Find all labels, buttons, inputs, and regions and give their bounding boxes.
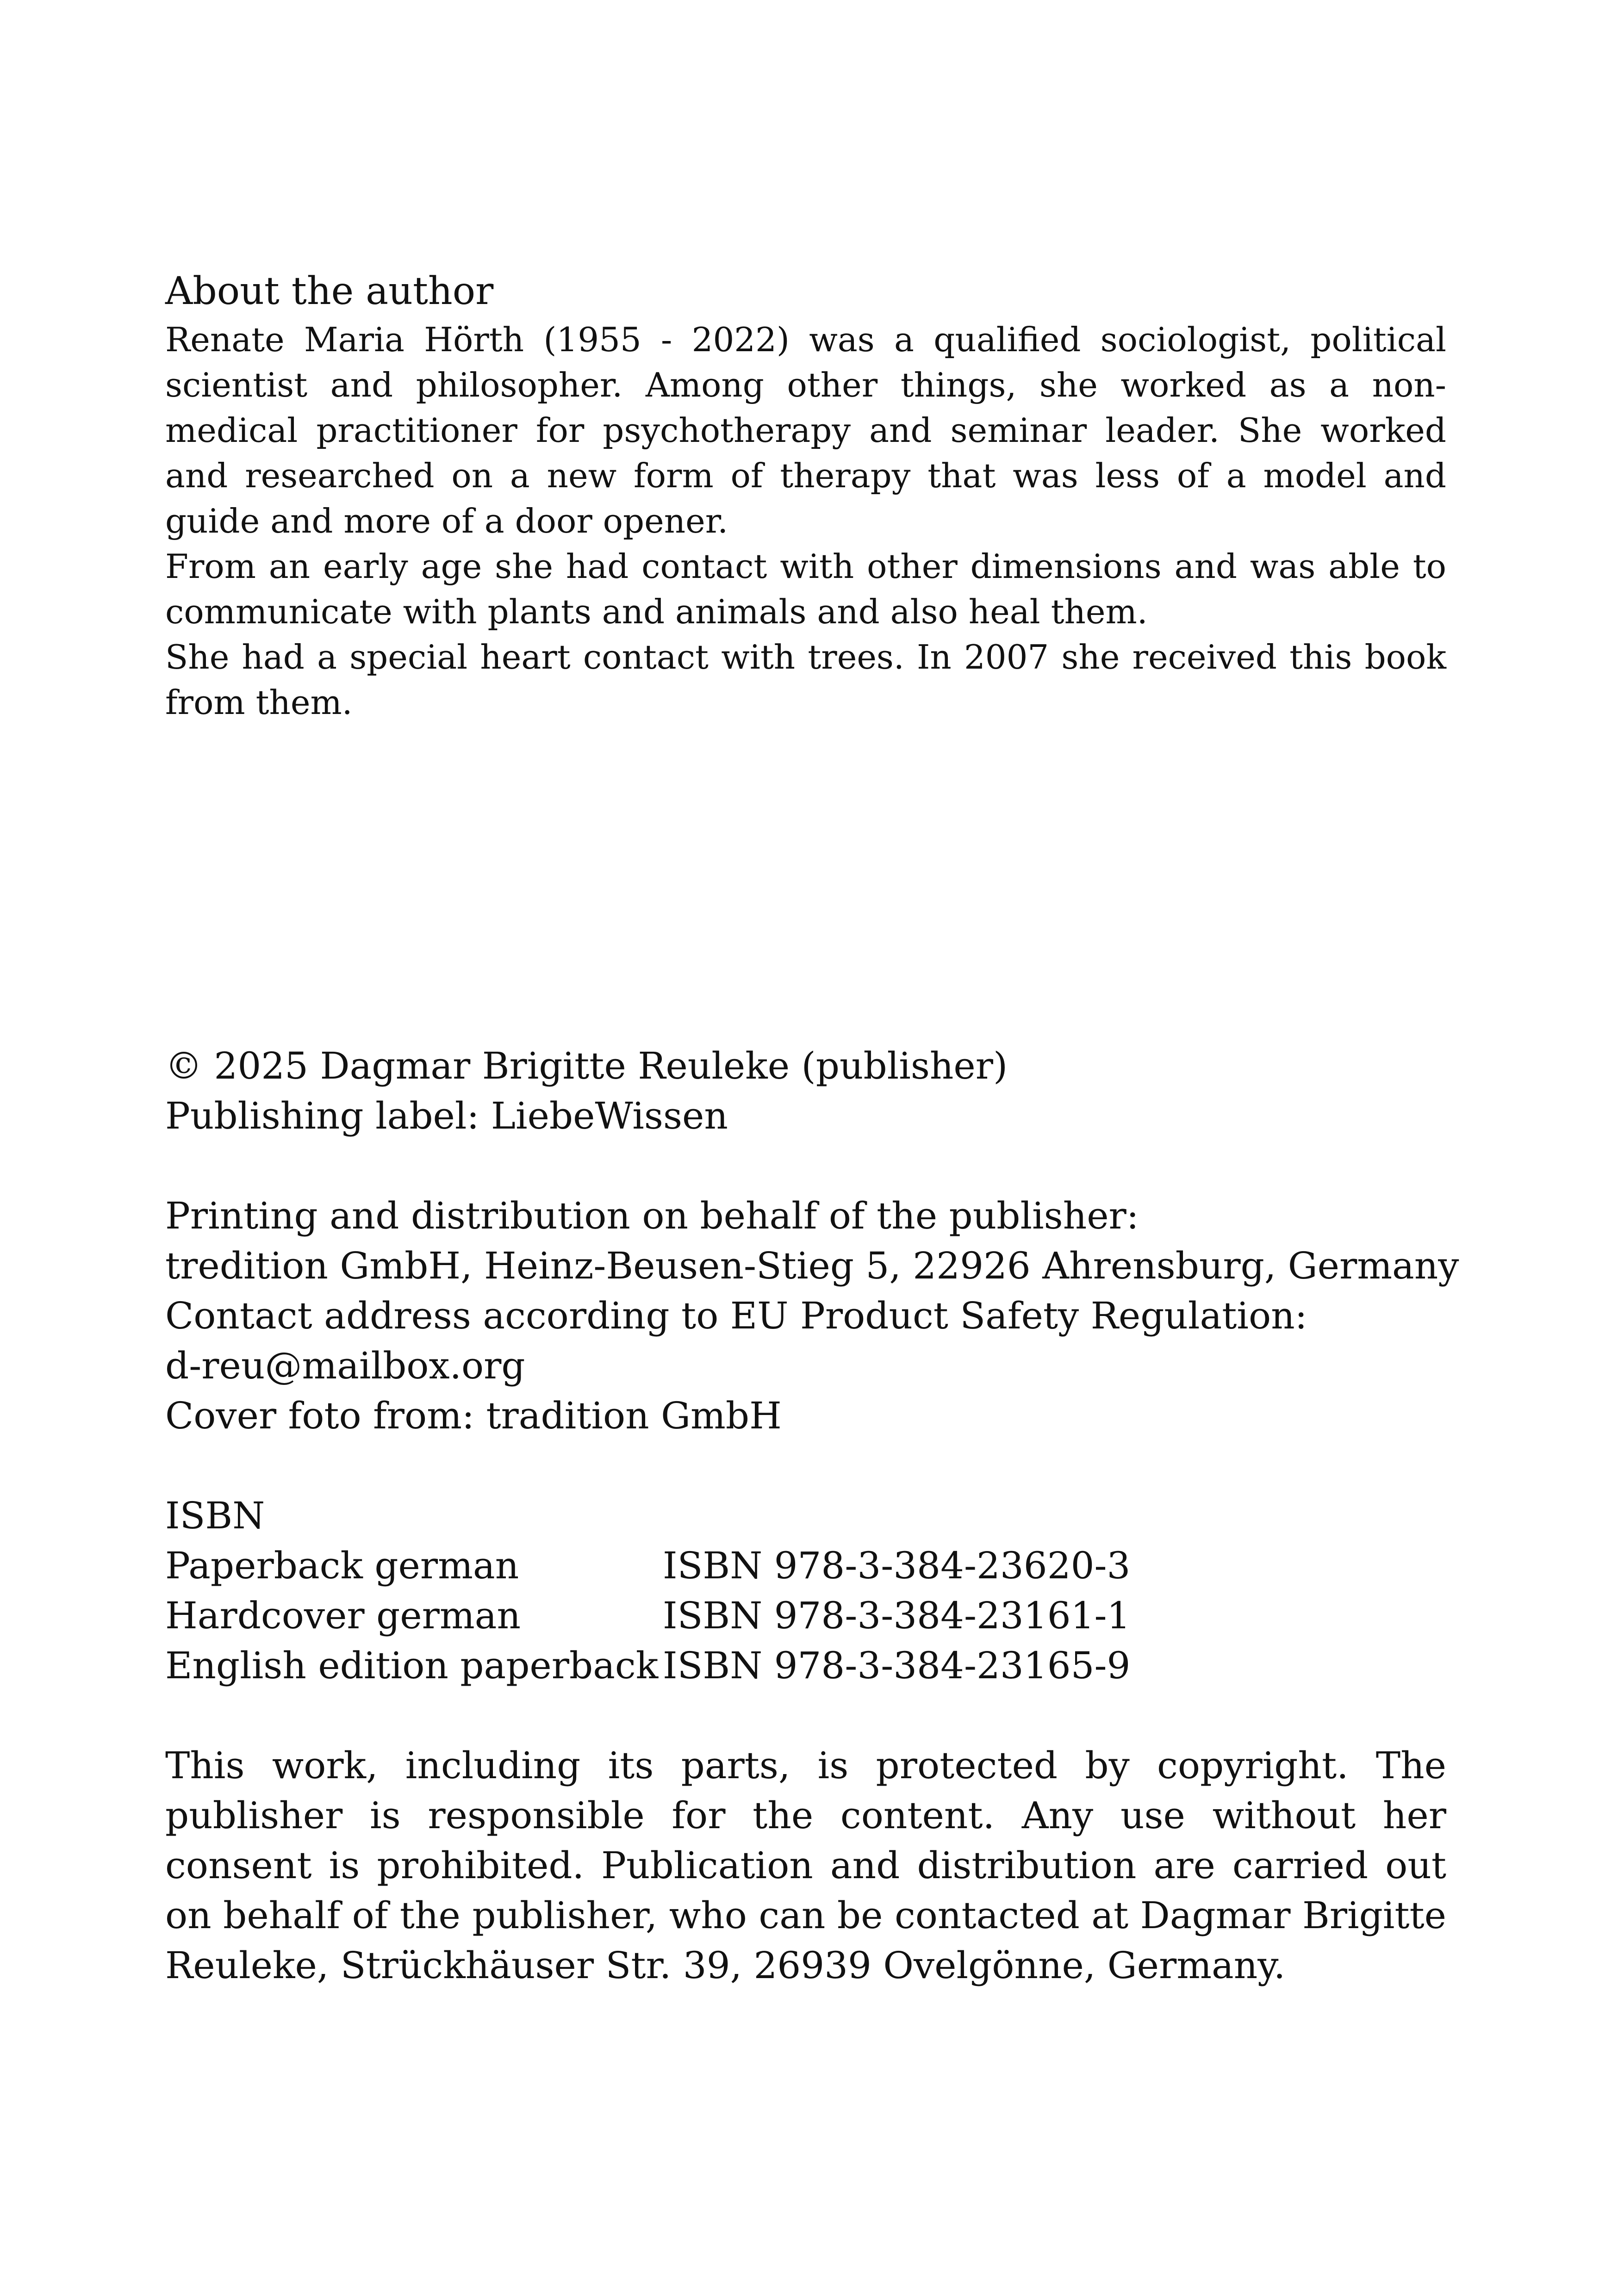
isbn-number: ISBN 978-3-384-23620-3: [663, 1544, 1131, 1587]
isbn-row: [165, 1541, 1446, 1591]
printing-address: tredition GmbH, Heinz-Beusen-Stieg 5, 22926 Ahrensburg, Germany: [165, 1244, 1459, 1287]
contact-email: d-reu@mailbox.org: [165, 1344, 525, 1387]
isbn-heading: ISBN: [165, 1494, 265, 1537]
spacer: [165, 1691, 1446, 1741]
about-author-section: [165, 266, 1446, 725]
copyright-line: © 2025 Dagmar Brigitte Reuleke (publisher): [165, 1044, 1008, 1087]
copyright-notice: This work, including its parts, is protected by copyright. The publisher is responsible for the content. Any use without her consent is prohibited. Publication and distribution are carried out on behalf of the publisher, who can be contacted at Dagmar Brigitte Reuleke, Strückhäuser Str. 39, 26939 Ovelgönne, Germany.: [165, 1744, 1446, 1987]
isbn-edition-label: Hardcover german: [165, 1594, 521, 1637]
about-author-paragraph: From an early age she had contact with other dimensions and was able to communicate with plants and animals and also heal them.: [165, 547, 1446, 631]
about-author-paragraph: She had a special heart contact with trees. In 2007 she received this book from them.: [165, 638, 1446, 722]
isbn-edition-label: English edition paperback: [165, 1644, 659, 1687]
publishing-label: Publishing label: LiebeWissen: [165, 1094, 728, 1137]
isbn-number: ISBN 978-3-384-23161-1: [663, 1594, 1131, 1637]
spacer: [165, 1141, 1446, 1191]
isbn-row: [165, 1591, 1446, 1641]
imprint-section: [165, 1041, 1459, 1991]
cover-credit: Cover foto from: tradition GmbH: [165, 1394, 782, 1437]
spacer: [165, 1441, 1446, 1491]
about-author-heading: About the author: [165, 269, 494, 313]
contact-heading: Contact address according to EU Product Safety Regulation:: [165, 1294, 1307, 1337]
isbn-edition-label: Paperback german: [165, 1544, 519, 1587]
printing-heading: Printing and distribution on behalf of the publisher:: [165, 1194, 1139, 1237]
isbn-number: ISBN 978-3-384-23165-9: [663, 1644, 1131, 1687]
isbn-row: [165, 1641, 1446, 1691]
about-author-paragraph: Renate Maria Hörth (1955 - 2022) was a qualified sociologist, political scientist and philosopher. Among other things, she worked as a non-medical practitioner for psychotherapy and seminar leader. She worked and researched on a new form of therapy that was less of a model and guide and more of a door opener.: [165, 320, 1446, 540]
